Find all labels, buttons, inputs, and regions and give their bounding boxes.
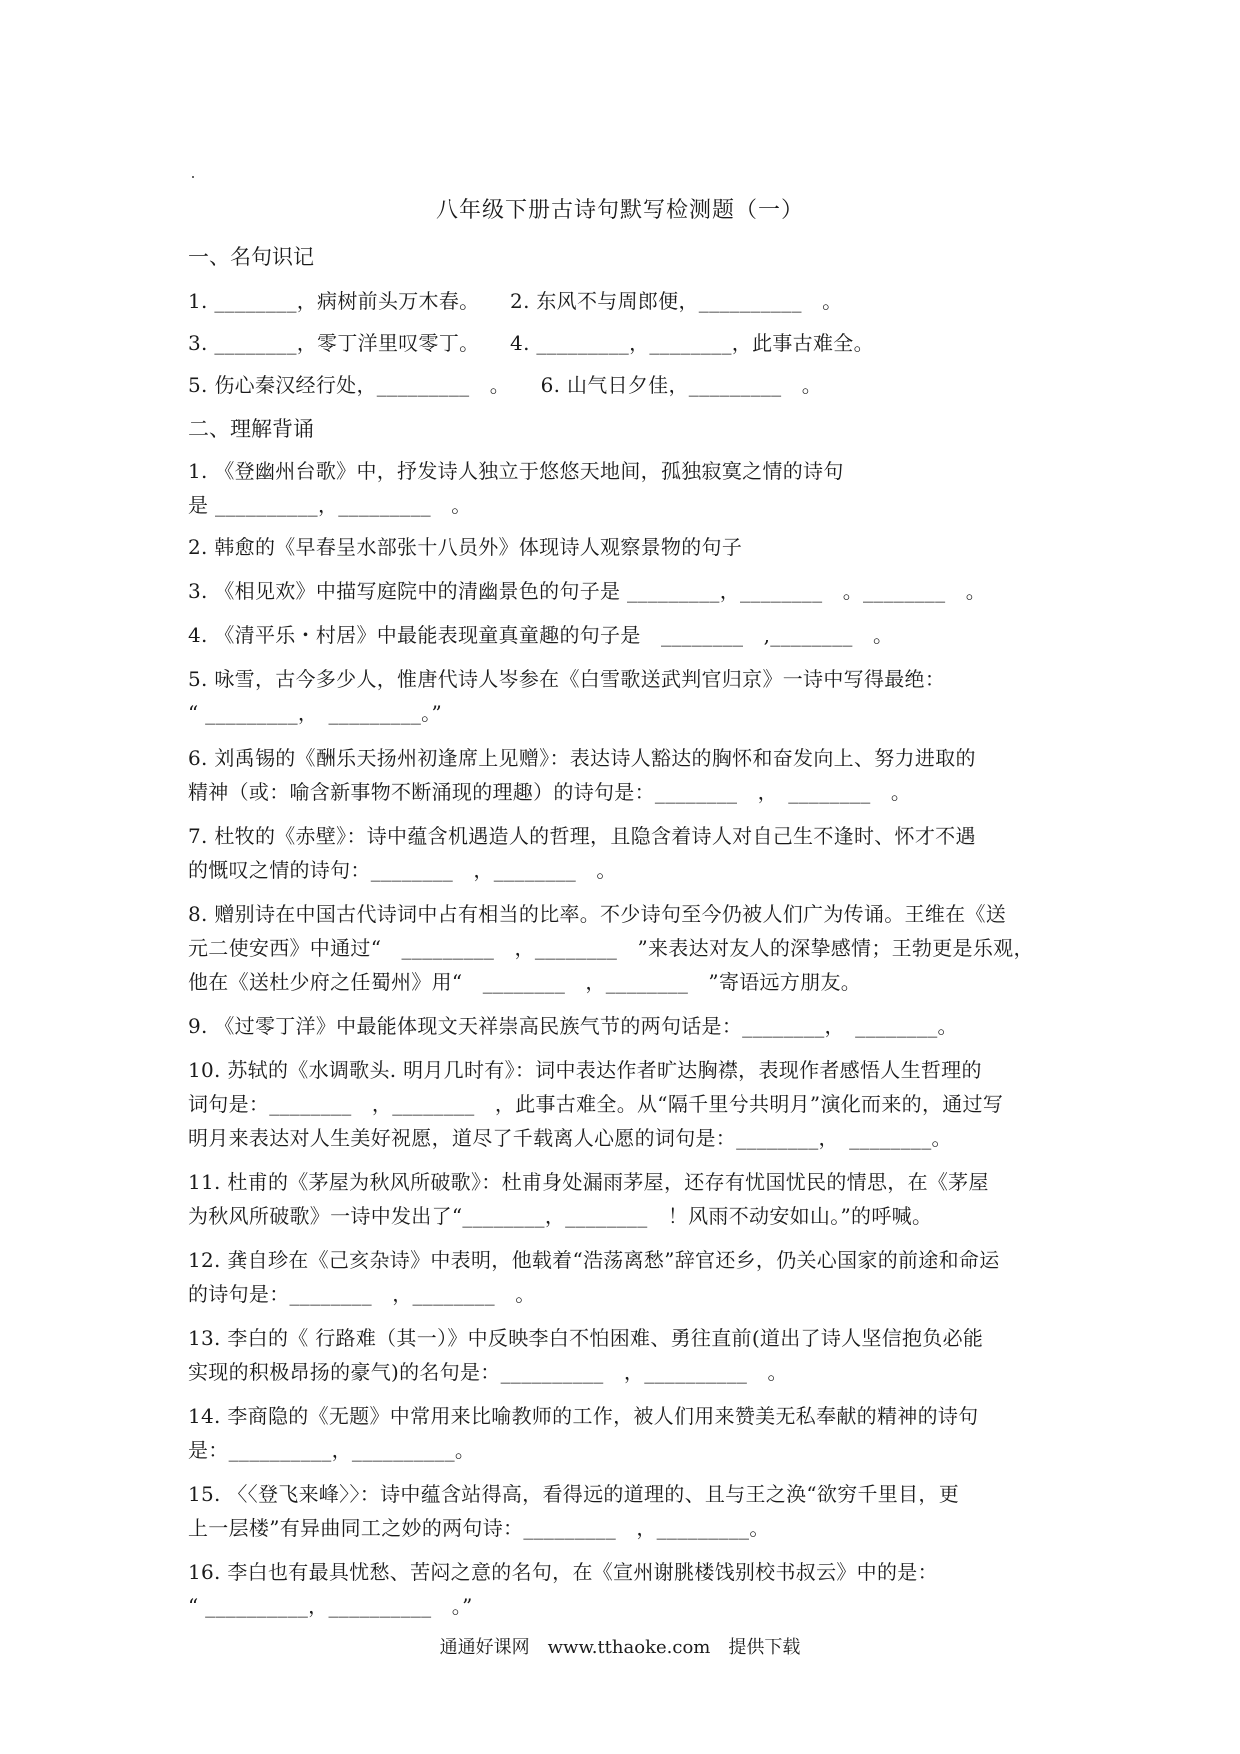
question-line: 6. 刘禹锡的《酬乐天扬州初逢席上见赠》：表达诗人豁达的胸怀和奋发向上、努力进取的 bbox=[188, 746, 976, 770]
question-line: 5. 咏雪，古今多少人，惟唐代诗人岑参在《白雪歌送武判官归京》一诗中写得最绝： bbox=[188, 667, 946, 691]
question-line: “ _________， _________。” bbox=[188, 701, 443, 725]
footer-note: 通通好课网 www.tthaoke.com 提供下载 bbox=[439, 1637, 801, 1658]
question-line: 明月来表达对人生美好祝愿，道尽了千载离人心愿的词句是：________， ________。 bbox=[188, 1126, 952, 1150]
question-line: 元二使安西》中通过“ _________ ，________ ”来表达对友人的深挚感情；王勃更是乐观， bbox=[188, 936, 1034, 960]
section-heading-2: 二、理解背诵 bbox=[188, 417, 314, 441]
question-line: 14. 李商隐的《无题》中常用来比喻教师的工作，被人们用来赞美无私奉献的精神的诗句 bbox=[188, 1404, 979, 1428]
page-title: 八年级下册古诗句默写检测题（一） bbox=[435, 198, 804, 223]
question-line: 11. 杜甫的《茅屋为秋风所破歌》：杜甫身处漏雨茅屋，还存有忧国忧民的情思，在《茅屋 bbox=[188, 1170, 989, 1194]
question-line: 10. 苏轼的《水调歌头. 明月几时有》：词中表达作者旷达胸襟，表现作者感悟人生哲理的 bbox=[188, 1058, 982, 1082]
question-line: “ __________，__________ 。” bbox=[188, 1594, 473, 1618]
question-line: 实现的积极昂扬的豪气)的名句是：__________ ，__________ 。 bbox=[188, 1360, 788, 1384]
question-line: 12. 龚自珍在《己亥杂诗》中表明，他载着“浩荡离愁”辞官还乡，仍关心国家的前途和命运 bbox=[188, 1248, 1000, 1272]
question-line: 为秋风所破歌》一诗中发出了“________，________ ！风雨不动安如山。”的呼喊。 bbox=[188, 1204, 933, 1228]
section-heading-1: 一、名句识记 bbox=[188, 245, 314, 269]
question-line: 9. 《过零丁洋》中最能体现文天祥崇高民族气节的两句话是：________， ________。 bbox=[188, 1014, 958, 1038]
question-line: 1. ________，病树前头万木春。 2. 东风不与周郎便，__________ 。 bbox=[188, 289, 843, 313]
question-line: 5. 伤心秦汉经行处，_________ 。 6. 山气日夕佳，_________ 。 bbox=[188, 373, 823, 397]
question-line: 上一层楼”有异曲同工之妙的两句诗：_________ ，_________。 bbox=[188, 1516, 770, 1540]
question-line: 1. 《登幽州台歌》中，抒发诗人独立于悠悠天地间，孤独寂寞之情的诗句 bbox=[188, 459, 844, 483]
question-line: 的诗句是：________ ，________ 。 bbox=[188, 1282, 536, 1306]
scan-speck bbox=[192, 176, 194, 178]
question-line: 3. 《相见欢》中描写庭院中的清幽景色的句子是 _________，________ 。________ 。 bbox=[188, 579, 986, 603]
question-line: 是：__________，__________。 bbox=[188, 1438, 476, 1462]
question-line: 是 __________，_________ 。 bbox=[188, 493, 472, 517]
question-line: 4. 《清平乐・村居》中最能表现童真童趣的句子是 ________ ,________ 。 bbox=[188, 623, 894, 647]
question-line: 2. 韩愈的《早春呈水部张十八员外》体现诗人观察景物的句子 bbox=[188, 535, 743, 559]
question-line: 精神（或：喻含新事物不断涌现的理趣）的诗句是：________ ， ________ 。 bbox=[188, 780, 912, 804]
question-line: 13. 李白的《 行路难（其一）》中反映李白不怕困难、勇往直前(道出了诗人坚信抱负必能 bbox=[188, 1326, 984, 1350]
question-line: 7. 杜牧的《赤壁》：诗中蕴含机遇造人的哲理，且隐含着诗人对自己生不逢时、怀才不遇 bbox=[188, 824, 976, 848]
question-line: 词句是：________ ，________ ，此事古难全。从“隔千里兮共明月”演化而来的，通过写 bbox=[188, 1092, 1004, 1116]
question-line: 的慨叹之情的诗句：________ ，________ 。 bbox=[188, 858, 617, 882]
question-line: 15. 〈〈登飞来峰〉〉：诗中蕴含站得高，看得远的道理的、且与王之涣“欲穷千里目，更 bbox=[188, 1482, 959, 1506]
question-line: 他在《送杜少府之任蜀州》用“ ________ ，________ ”寄语远方朋友。 bbox=[188, 970, 862, 994]
question-line: 16. 李白也有最具忧愁、苦闷之意的名句，在《宣州谢朓楼饯别校书叔云》中的是： bbox=[188, 1560, 938, 1584]
question-line: 8. 赠别诗在中国古代诗词中占有相当的比率。不少诗句至今仍被人们广为传诵。王维在《送 bbox=[188, 902, 1007, 926]
question-line: 3. ________，零丁洋里叹零丁。 4. _________，________，此事古难全。 bbox=[188, 331, 874, 355]
